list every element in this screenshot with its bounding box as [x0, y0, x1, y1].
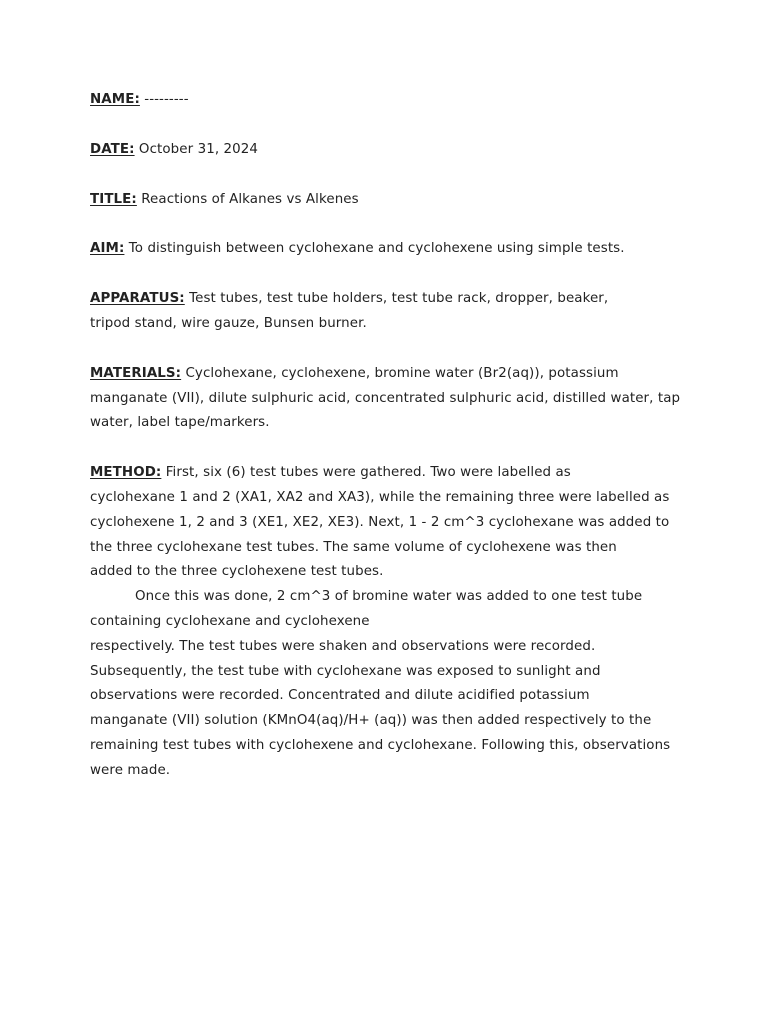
title-field — [90, 188, 690, 213]
method-line-12: remaining test tubes with cyclohexene and cyclohexane. Following this, observations — [90, 737, 671, 753]
materials-line-1 — [90, 362, 690, 387]
apparatus-text: Test tubes, test tube holders, test tube rack, dropper, beaker, — [184, 291, 609, 307]
method-line-4: the three cyclohexane test tubes. The same volume of cyclohexene was then — [90, 539, 617, 555]
lab-report-page — [90, 88, 690, 809]
method-field — [90, 461, 690, 783]
materials-line-2: manganate (VII), dilute sulphuric acid, concentrated sulphuric acid, distilled water, tap — [90, 390, 681, 406]
method-line-10: observations were recorded. Concentrated and dilute acidified potassium — [90, 688, 590, 704]
name-field — [90, 88, 690, 113]
method-line-8: respectively. The test tubes were shaken and observations were recorded. — [90, 638, 596, 654]
materials-label: MATERIALS: — [90, 365, 182, 381]
method-text: First, six (6) test tubes were gathered. Two were labelled as — [161, 465, 571, 481]
method-line-13: were made. — [90, 762, 171, 778]
aim-field — [90, 237, 690, 262]
materials-line-3: water, label tape/markers. — [90, 415, 270, 431]
title-label: TITLE: — [90, 191, 137, 207]
aim-value: To distinguish between cyclohexane and cyclohexene using simple tests. — [124, 241, 625, 257]
method-line-11: manganate (VII) solution (KMnO4(aq)/H+ (aq)) was then added respectively to the — [90, 713, 652, 729]
method-line-9: Subsequently, the test tube with cyclohexane was exposed to sunlight and — [90, 663, 601, 679]
method-line-2: cyclohexane 1 and 2 (XA1, XA2 and XA3), while the remaining three were labelled as — [90, 489, 670, 505]
title-value: Reactions of Alkanes vs Alkenes — [136, 191, 359, 207]
apparatus-line-1 — [90, 287, 690, 312]
apparatus-field — [90, 287, 690, 337]
name-value: --------- — [139, 92, 189, 107]
name-label: NAME: — [90, 92, 140, 107]
materials-text: Cyclohexane, cyclohexene, bromine water (Br2(aq)), potassium — [181, 365, 619, 381]
method-line-6: Once this was done, 2 cm^3 of bromine water was added to one test tube — [135, 589, 643, 605]
materials-field — [90, 362, 690, 436]
method-label: METHOD: — [90, 465, 162, 481]
apparatus-label: APPARATUS: — [90, 291, 185, 307]
method-line-1 — [90, 461, 690, 486]
date-field — [90, 138, 690, 163]
apparatus-line-2: tripod stand, wire gauze, Bunsen burner. — [90, 315, 367, 331]
method-line-3: cyclohexene 1, 2 and 3 (XE1, XE2, XE3). Next, 1 - 2 cm^3 cyclohexane was added to — [90, 514, 670, 530]
method-line-7: containing cyclohexane and cyclohexene — [90, 613, 370, 629]
date-value: October 31, 2024 — [134, 141, 259, 157]
method-line-5: added to the three cyclohexene test tubes. — [90, 564, 384, 580]
aim-label: AIM: — [90, 241, 125, 257]
date-label: DATE: — [90, 141, 135, 157]
